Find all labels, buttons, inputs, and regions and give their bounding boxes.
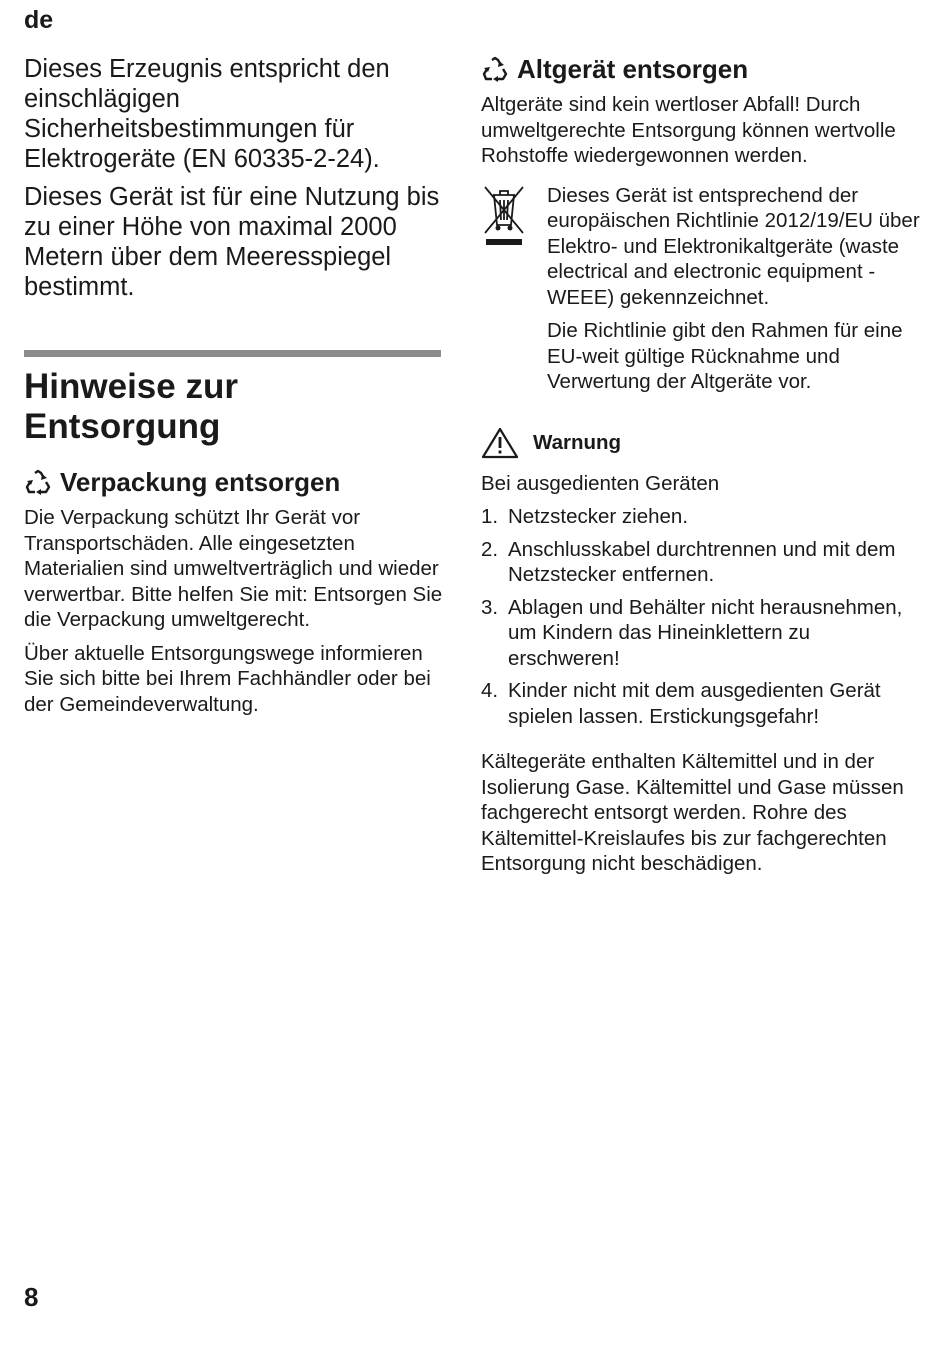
crossed-out-bin-icon xyxy=(481,183,531,403)
intro-paragraph: Dieses Gerät ist für eine Nutzung bis zu einer Höhe von maximal 2000 Metern über dem Meeresspiegel bestimmt. xyxy=(24,183,440,301)
warning-heading xyxy=(481,427,921,459)
step-text: Kinder nicht mit dem ausgedienten Gerät spielen lassen. Erstickungsgefahr! xyxy=(508,679,881,728)
language-tag: de xyxy=(24,6,54,34)
old-device-heading xyxy=(481,54,921,84)
packaging-paragraph: Über aktuelle Entsorgungswege informieren Sie sich bitte bei Ihrem Fachhändler oder bei der Gemeindeverwaltung. xyxy=(24,641,431,716)
weee-text xyxy=(547,183,921,403)
warning-steps xyxy=(481,504,921,729)
step-text: Anschlusskabel durchtrennen und mit dem Netzstecker entfernen. xyxy=(508,537,896,586)
intro-paragraph: Dieses Erzeugnis entspricht den einschlägigen Sicherheitsbestimmungen für Elektrogeräte (EN 60335-2-24). xyxy=(24,55,390,173)
step-number: 1. xyxy=(481,505,499,528)
left-column xyxy=(24,54,444,725)
list-item xyxy=(481,595,921,672)
step-number: 2. xyxy=(481,537,499,561)
list-item xyxy=(481,537,921,588)
step-text: Netzstecker ziehen. xyxy=(508,505,689,528)
packaging-paragraph: Die Verpackung schützt Ihr Gerät vor Transportschäden. Alle eingesetzten Materialien sind umweltverträglich und wieder verwertbar. Bitte helfen Sie mit: Entsorgen Sie die Verpackung umweltgerecht. xyxy=(24,506,443,631)
step-number: 4. xyxy=(481,679,499,702)
list-item xyxy=(481,504,921,530)
step-text: Ablagen und Behälter nicht herausnehmen, um Kindern das Hineinklettern zu erschweren! xyxy=(508,595,903,670)
warning-lead: Bei ausgedienten Geräten xyxy=(481,471,720,495)
section-title: Hinweise zur Entsorgung xyxy=(24,367,238,446)
list-item xyxy=(481,678,921,729)
packaging-heading xyxy=(24,467,444,497)
right-column xyxy=(481,54,921,885)
section-divider xyxy=(24,350,441,357)
step-number: 3. xyxy=(481,595,499,619)
old-device-heading-text: Altgerät entsorgen xyxy=(517,54,749,84)
recycle-icon xyxy=(481,55,509,83)
packaging-body xyxy=(24,505,444,717)
old-device-intro: Altgeräte sind kein wertloser Abfall! Durch umweltgerechte Entsorgung können wertvolle Rohstoffe wiedergewonnen werden. xyxy=(481,93,896,167)
intro-text xyxy=(24,54,444,302)
packaging-heading-text: Verpackung entsorgen xyxy=(60,467,341,497)
weee-paragraph: Dieses Gerät ist entsprechend der europäischen Richtlinie 2012/19/EU über Elektro- und Elektronikaltgeräte (waste electrical and electronic equipment - WEEE) gekennzeichnet. xyxy=(547,183,920,309)
page-number: 8 xyxy=(24,1282,39,1312)
warning-closing: Kältegeräte enthalten Kältemittel und in der Isolierung Gase. Kältemittel und Gase müssen fachgerecht entsorgt werden. Rohre des Kältemittel-Kreislaufes bis zur fachgerechten Entsorgung nicht beschädigen. xyxy=(481,750,904,875)
weee-notice xyxy=(481,183,921,403)
warning-triangle-icon xyxy=(481,427,519,459)
warning-label: Warnung xyxy=(533,430,622,454)
recycle-icon xyxy=(24,468,52,496)
weee-paragraph: Die Richtlinie gibt den Rahmen für eine EU-weit gültige Rücknahme und Verwertung der Altgeräte vor. xyxy=(547,319,903,393)
old-device-body xyxy=(481,92,921,877)
